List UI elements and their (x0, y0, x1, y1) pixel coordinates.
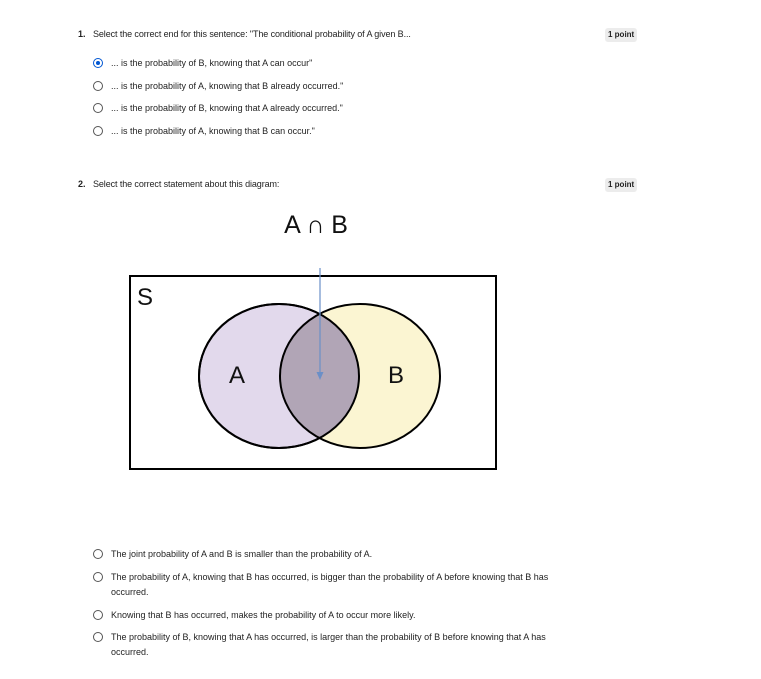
set-a-label: A (228, 362, 246, 389)
option-label: ... is the probability of B, knowing that A can occur" (111, 57, 313, 68)
question-2-option-2[interactable] (93, 572, 556, 600)
option-label: The probability of B, knowing that A has occurred, is larger than the probability of B before knowing that A has occurred. (111, 631, 546, 657)
question-1-option-2[interactable] (93, 81, 343, 94)
question-1-prompt: Select the correct end for this sentence: "The conditional probability of A given B... (93, 29, 411, 39)
option-label: ... is the probability of A, knowing that B already occurred." (111, 80, 344, 91)
question-1-option-3[interactable] (93, 103, 343, 116)
question-2-option-4[interactable] (93, 632, 556, 660)
radio-unselected-icon[interactable] (93, 572, 103, 582)
question-2-points-badge: 1 point (605, 178, 637, 192)
radio-unselected-icon[interactable] (93, 632, 103, 642)
question-1-option-1[interactable] (93, 58, 312, 71)
option-label: Knowing that B has occurred, makes the probability of A to occur more likely. (111, 609, 416, 620)
question-2-option-1[interactable] (93, 549, 556, 562)
set-b-label: B (387, 362, 405, 389)
radio-unselected-icon[interactable] (93, 81, 103, 91)
radio-unselected-icon[interactable] (93, 610, 103, 620)
question-1-option-4[interactable] (93, 126, 315, 139)
option-label: ... is the probability of A, knowing that B can occur." (111, 125, 315, 136)
question-1-number: 1. (78, 29, 86, 39)
intersection-title: A ∩ B (284, 211, 348, 239)
radio-unselected-icon[interactable] (93, 126, 103, 136)
question-1-points-badge: 1 point (605, 28, 637, 42)
question-2-option-3[interactable] (93, 610, 556, 623)
venn-diagram (120, 200, 510, 480)
option-label: The probability of A, knowing that B has occurred, is bigger than the probability of A before knowing that B has occurred. (111, 571, 549, 597)
question-2-number: 2. (78, 179, 86, 189)
option-label: ... is the probability of B, knowing that A already occurred." (111, 102, 343, 113)
radio-selected-icon[interactable] (93, 58, 103, 68)
question-2-prompt: Select the correct statement about this diagram: (93, 179, 280, 189)
radio-unselected-icon[interactable] (93, 549, 103, 559)
option-label: The joint probability of A and B is smaller than the probability of A. (111, 548, 373, 559)
sample-space-label: S (137, 284, 154, 311)
radio-unselected-icon[interactable] (93, 103, 103, 113)
